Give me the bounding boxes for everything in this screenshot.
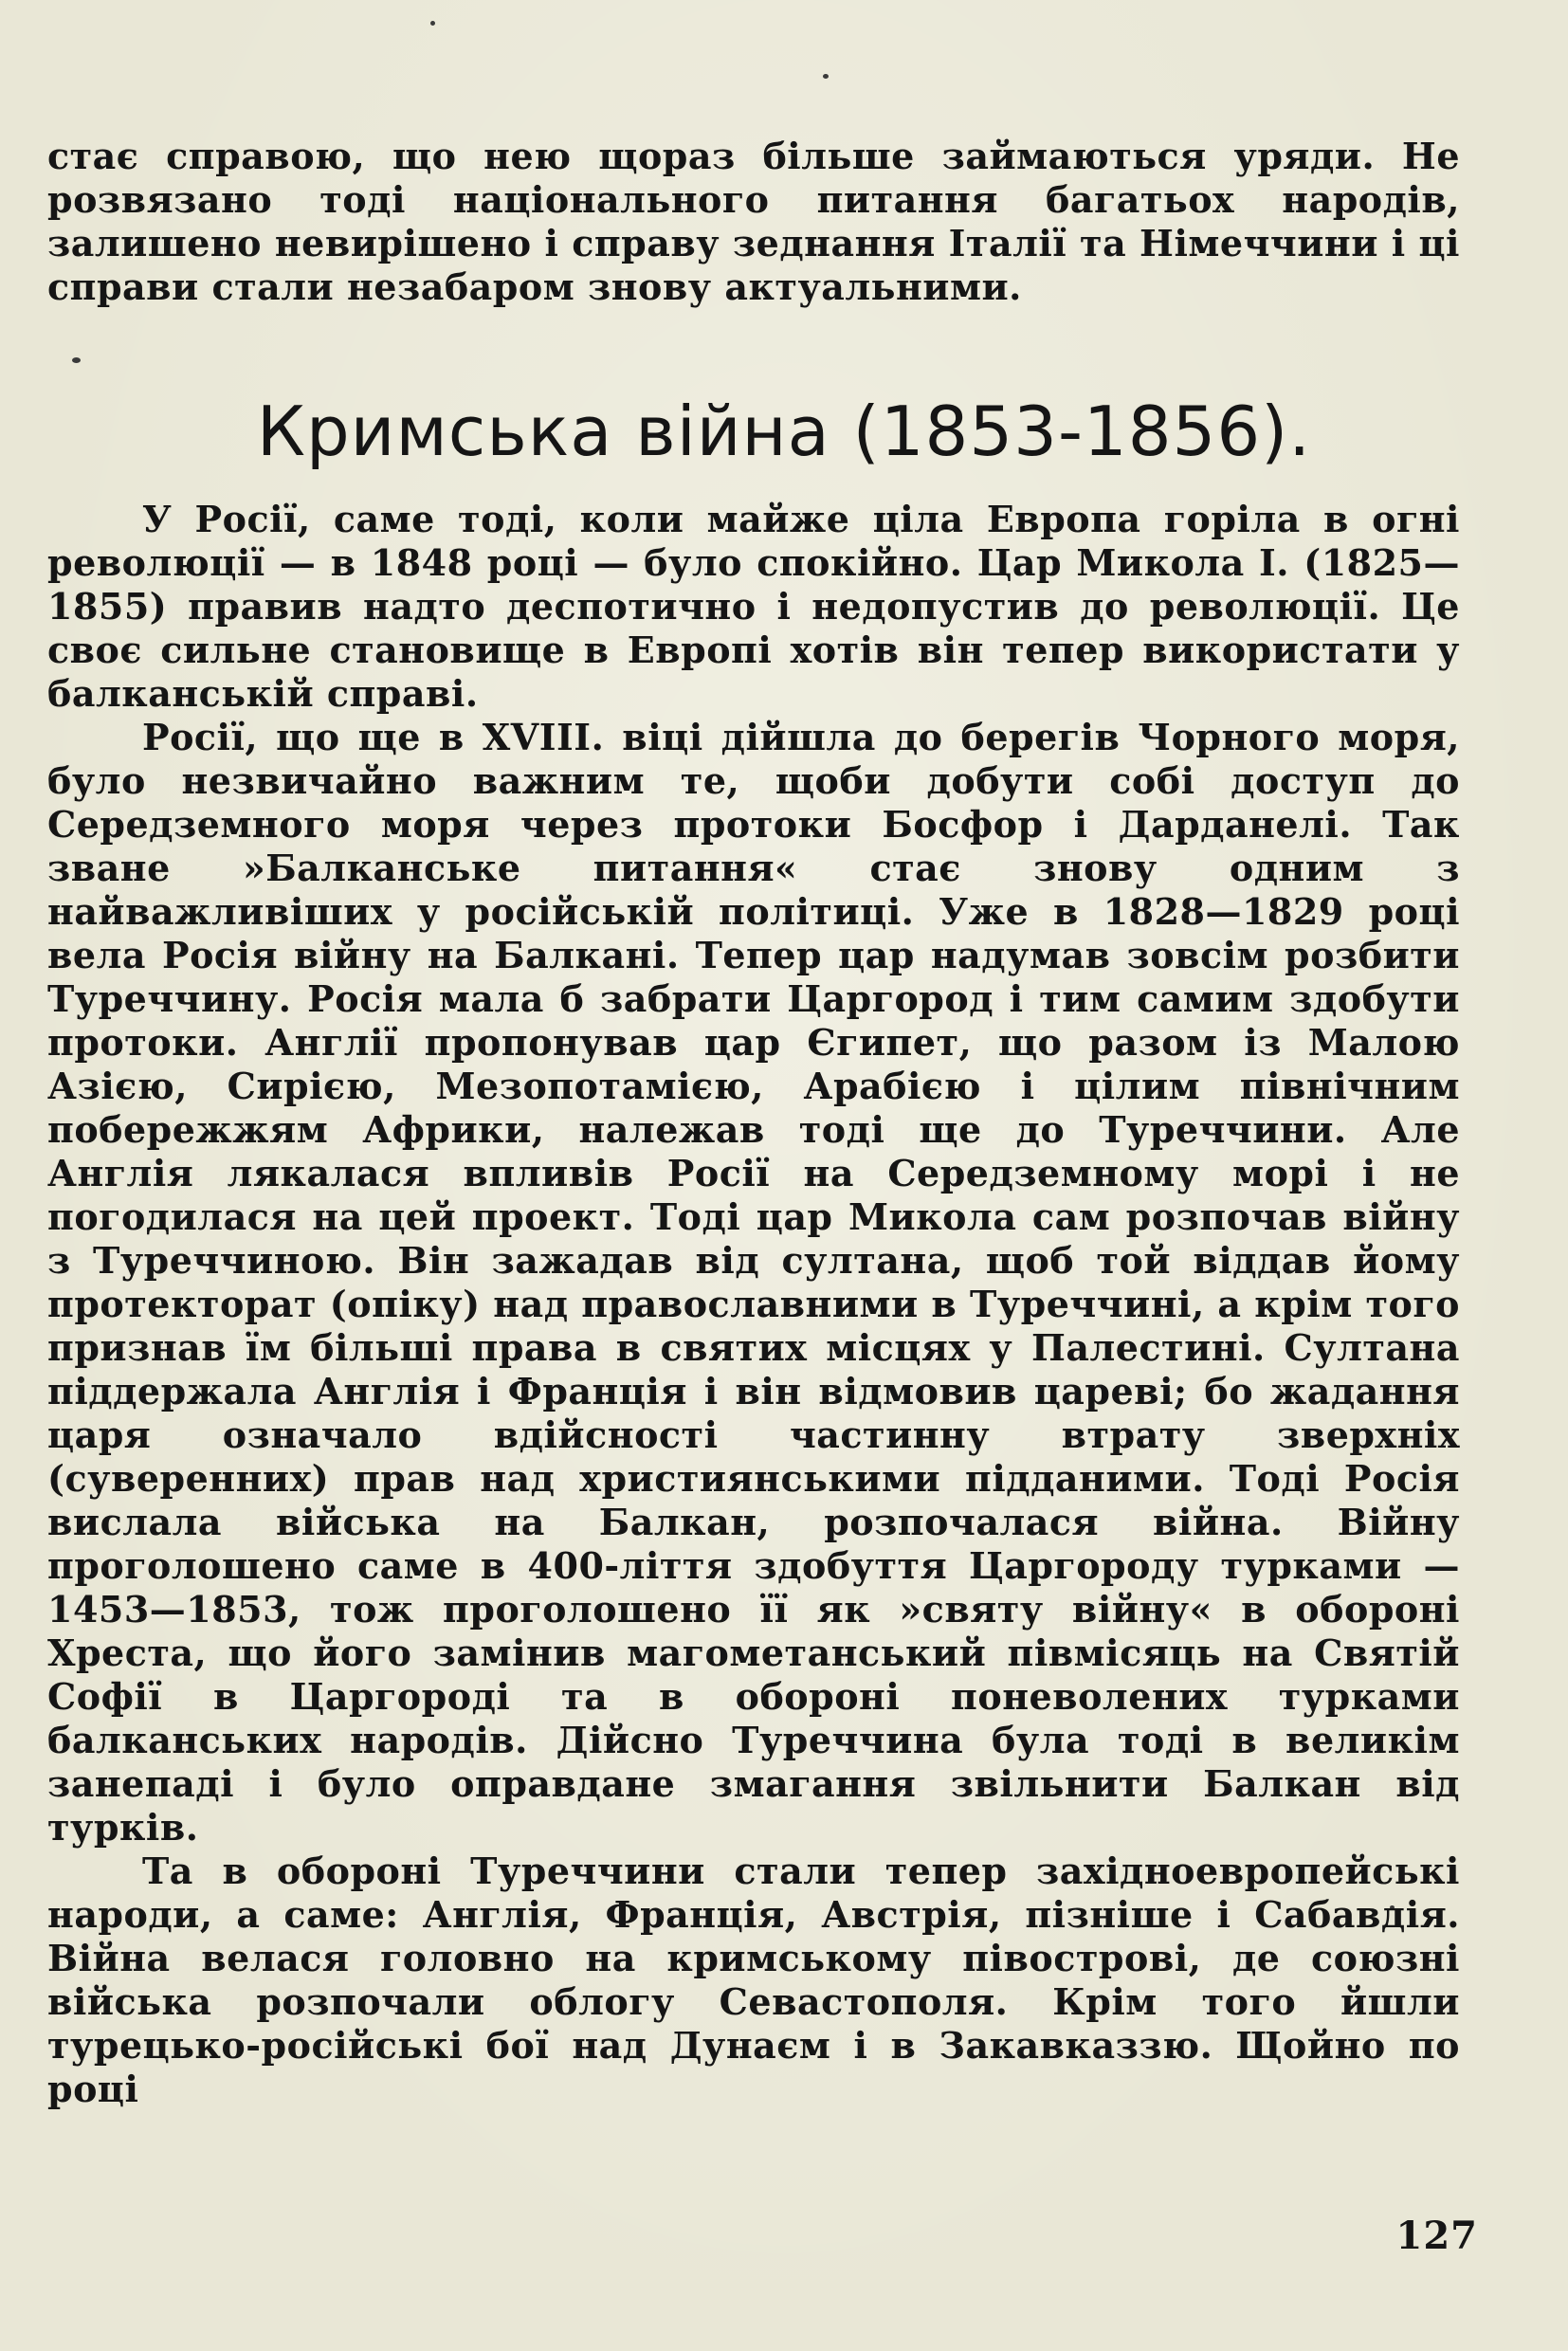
intro-paragraph: стає справою, що нею щораз більше займаються уряди. Не розвязано тоді національного питання багатьох народів, залишено невирішено і справу зеднання Італії та Німеччини і ці справи стали незабаром знову актуальними. bbox=[47, 135, 1460, 308]
body-text bbox=[47, 498, 1460, 2111]
print-speck bbox=[430, 21, 435, 26]
print-speck bbox=[823, 74, 829, 79]
body-paragraph-2: Росії, що ще в XVIII. віці дійшла до берегів Чорного моря, було незвичайно важним те, щоби добути собі доступ до Середземного моря через протоки Босфор і Дарданелі. Так зване »Балканське питання« стає знову одним з найважливіших у російській політиці. Уже в 1828—1829 році вела Росія війну на Балкані. Тепер цар надумав зовсім розбити Туреччину. Росія мала б забрати Царгород і тим самим здобути протоки. Англії пропонував цар Єгипет, що разом із Малою Азією, Сирією, Мезопотамією, Арабією і цілим північним побережжям Африки, належав тоді ще до Туреччини. Але Англія лякалася впливів Росії на Середземному морі і не погодилася на цей проект. Тоді цар Микола сам розпочав війну з Туреччиною. Він зажадав від султана, щоб той віддав йому протекторат (опіку) над православними в Туреччині, а крім того признав їм більші права в святих місцях у Палестині. Султана піддержала Англія і Франція і він відмовив цареві; бо жадання царя означало вдійсності частинну втрату зверхніх (суверенних) прав над християнськими підданими. Тоді Росія вислала війська на Балкан, розпочалася війна. Війну проголошено саме в 400-ліття здобуття Царгороду турками — 1453—1853, тож проголошено її як »святу війну« в обороні Хреста, що його замінив магометанський півмісяць на Святій Софії в Царгороді та в обороні поневолених турками балканських народів. Дійсно Туреччина була тоді в великім занепаді і було оправдане змагання звільнити Балкан від турків. bbox=[47, 716, 1460, 1849]
page-number: 127 bbox=[1395, 2214, 1478, 2258]
body-paragraph-1: У Росії, саме тоді, коли майже ціла Европа горіла в огні революції — в 1848 році — було спокійно. Цар Микола І. (1825—1855) правив надто деспотично і недопустив до революції. Це своє сильне становище в Европі хотів він тепер використати у балканській справі. bbox=[47, 498, 1460, 715]
intro-text bbox=[47, 135, 1460, 309]
print-speck bbox=[72, 357, 81, 363]
body-paragraph-3: Та в обороні Туреччини стали тепер західноевропейські народи, а саме: Англія, Франція, Австрія, пізніше і Сабавдія. Війна велася головно на кримському півострові, де союзні війська розпочали облогу Севастополя. Крім того йшли турецько-російські бої над Дунаєм і в Закавказзю. Щойно по році bbox=[47, 1850, 1460, 2110]
section-heading: Кримська війна (1853-1856). bbox=[256, 392, 1312, 471]
